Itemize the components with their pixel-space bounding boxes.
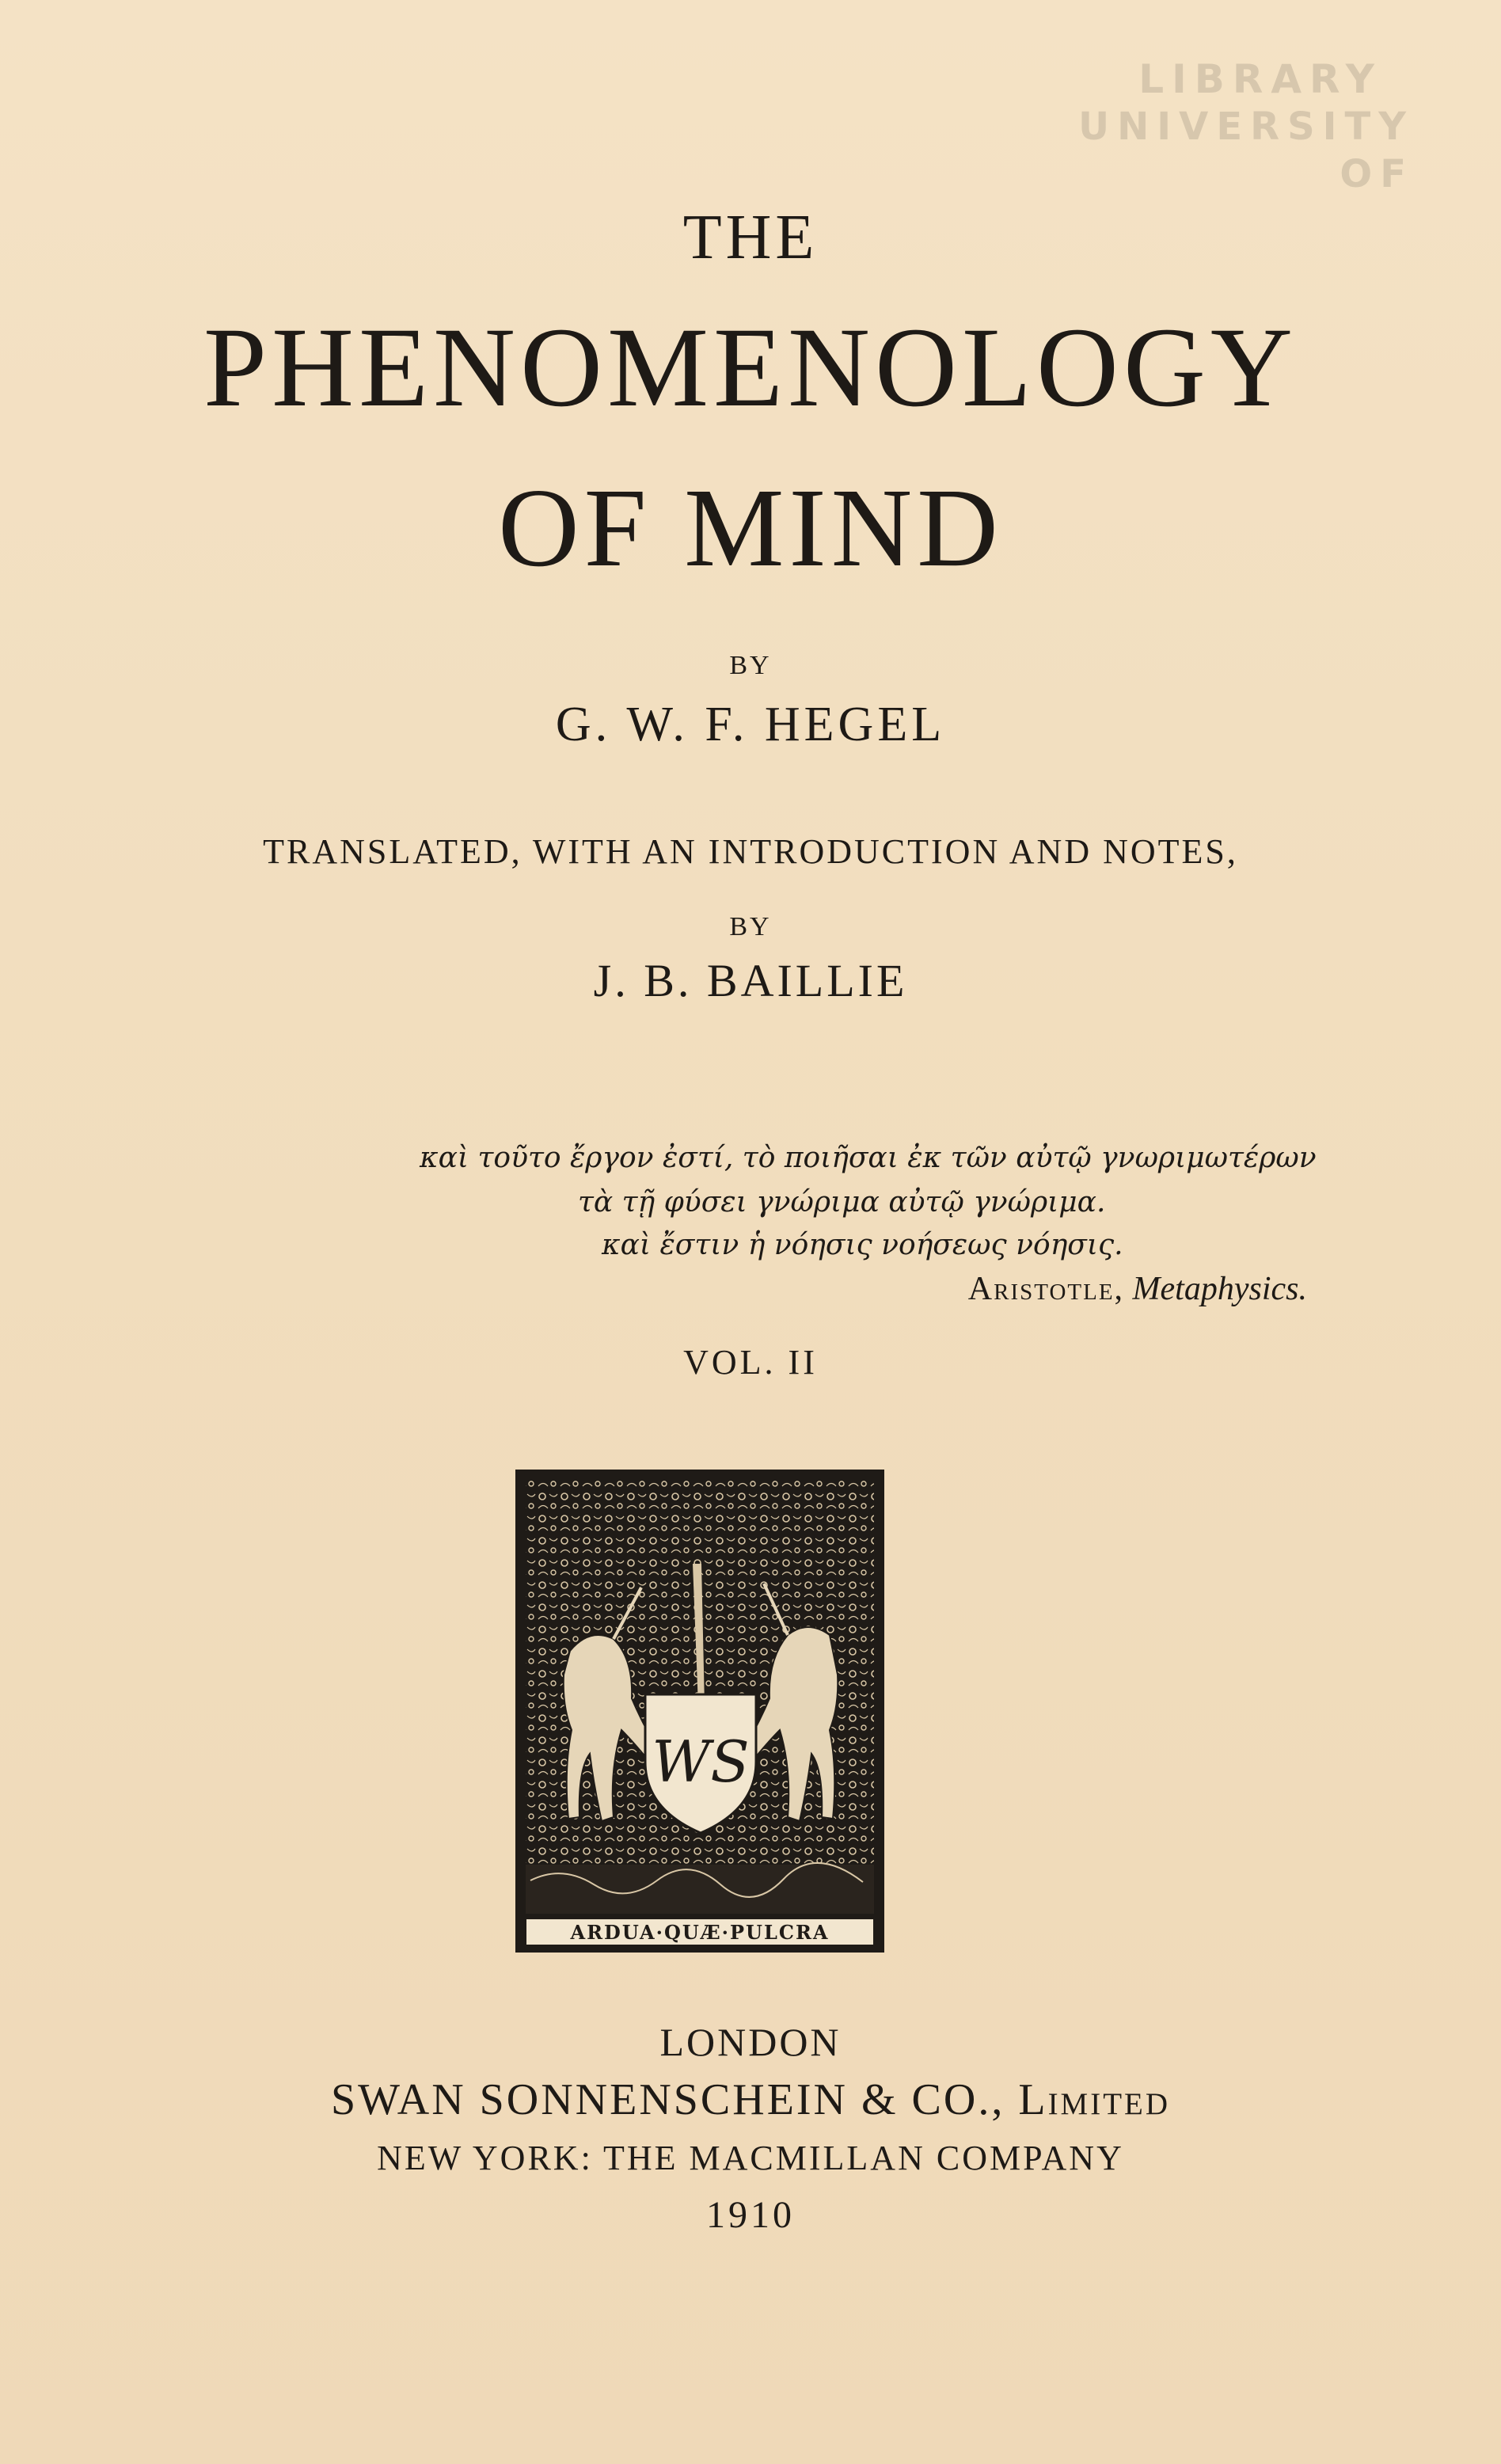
stamp-line-2: UNIVERSITY OF bbox=[1078, 105, 1414, 196]
epigraph-line-1: καὶ τοῦτο ἔργον ἐστί, τὸ ποιῆσαι ἐκ τῶν αὐτῷ γνωριμωτέρων bbox=[420, 1142, 1317, 1174]
emblem-monogram: WS bbox=[652, 1728, 750, 1795]
library-stamp bbox=[1002, 55, 1414, 198]
emblem-motto: ARDUA·QUÆ·PULCRA bbox=[570, 1921, 830, 1944]
publisher-device-icon bbox=[515, 1469, 885, 1953]
imprint-city: LONDON bbox=[659, 2020, 842, 2064]
publisher-suffix: Limited bbox=[1018, 2075, 1171, 2124]
imprint-publisher bbox=[0, 2074, 1501, 2125]
epigraph-attribution bbox=[968, 1270, 1307, 1308]
epigraph-line-2: τὰ τῇ φύσει γνώριμα αὐτῷ γνώριμα. bbox=[578, 1186, 1106, 1219]
title-line-1: PHENOMENOLOGY bbox=[203, 305, 1298, 431]
title-line-2: OF MIND bbox=[498, 465, 1003, 590]
translator-name: J. B. BAILLIE bbox=[593, 955, 908, 1006]
epigraph-author: Aristotle, bbox=[967, 1271, 1125, 1307]
title-the: THE bbox=[682, 203, 819, 272]
publisher-name: SWAN SONNENSCHEIN & CO., bbox=[330, 2075, 1005, 2124]
translation-note: TRANSLATED, WITH AN INTRODUCTION AND NOTES, bbox=[263, 832, 1238, 871]
epigraph-line-3: καὶ ἔστιν ἡ νόησις νοήσεως νόησις. bbox=[602, 1229, 1123, 1261]
imprint-new-york: NEW YORK: THE MACMILLAN COMPANY bbox=[377, 2139, 1124, 2177]
stamp-line-1: LIBRARY bbox=[1138, 56, 1382, 102]
by-label-author: BY bbox=[729, 651, 772, 680]
volume-number: VOL. II bbox=[683, 1343, 818, 1382]
epigraph-work: Metaphysics. bbox=[1132, 1271, 1307, 1307]
author-name: G. W. F. HEGEL bbox=[555, 698, 946, 751]
by-label-translator: BY bbox=[729, 912, 772, 941]
imprint-year: 1910 bbox=[706, 2194, 795, 2236]
